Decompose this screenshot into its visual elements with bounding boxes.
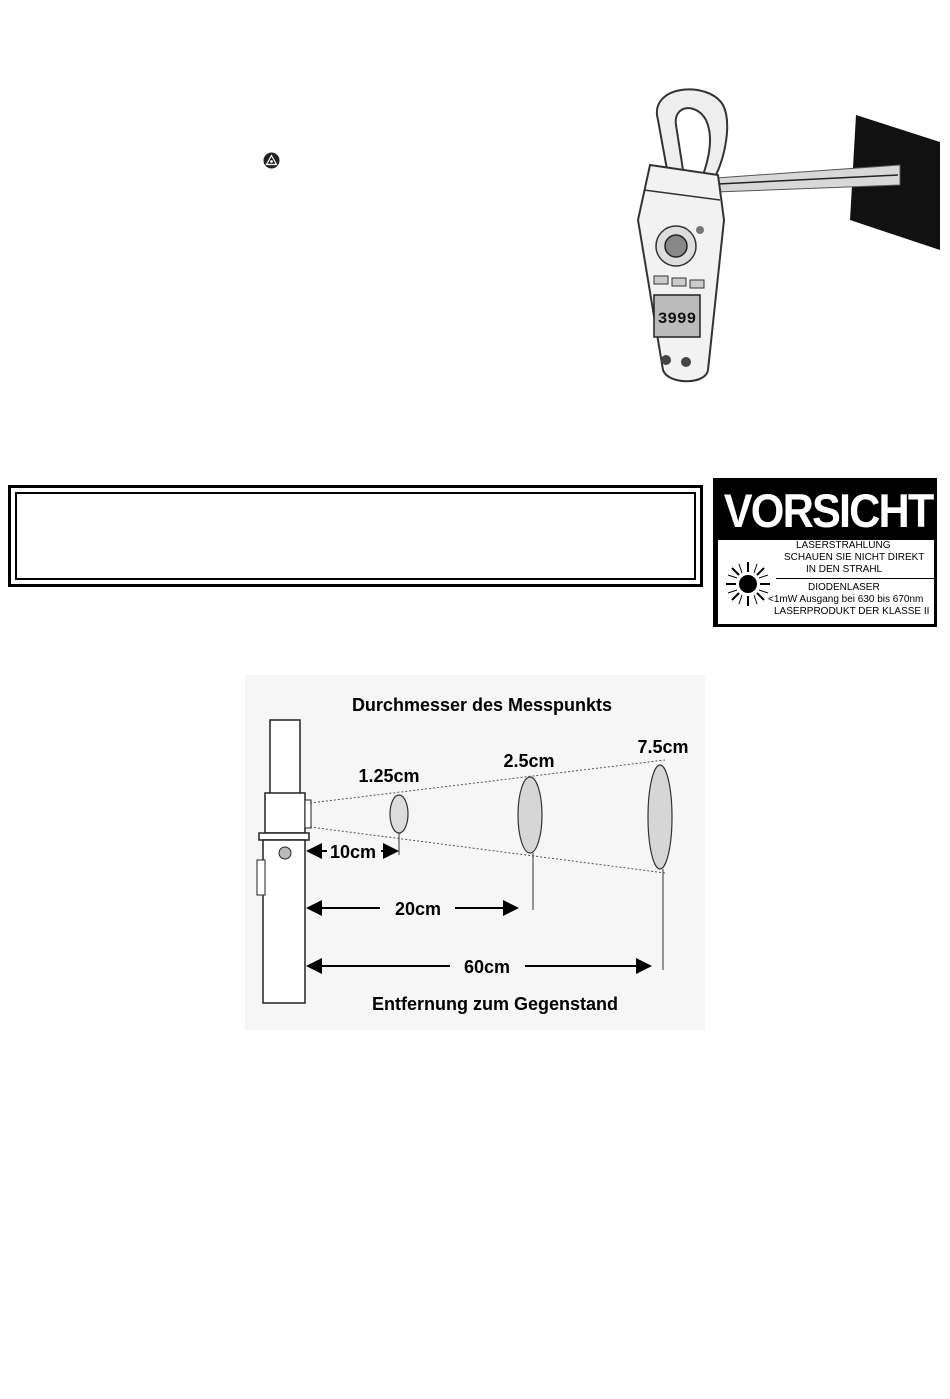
laser-caution-label: [713, 478, 937, 627]
laser-radiation-icon: [724, 560, 772, 608]
diagram-title: Durchmesser des Messpunkts: [351, 695, 613, 715]
laser-warning-icon: [263, 152, 280, 169]
caution-line-6: LASERPRODUKT DER KLASSE II: [774, 606, 930, 617]
spot-1-distance: 10cm: [329, 842, 377, 862]
clamp-meter-illustration: [628, 80, 946, 398]
caution-line-4: DIODENLASER: [808, 582, 880, 593]
spot-2-distance: 20cm: [394, 899, 442, 919]
caution-title: VORSICHT: [723, 484, 933, 537]
warning-text-box: [8, 485, 703, 587]
spot-2-diameter: 2.5cm: [503, 751, 555, 771]
spot-ellipse-1: [390, 795, 408, 833]
caution-line-3: IN DEN STRAHL: [806, 564, 883, 575]
caution-line-2: SCHAUEN SIE NICHT DIREKT: [784, 552, 925, 563]
caution-line-1: LASERSTRAHLUNG: [796, 540, 891, 551]
spot-1-diameter: 1.25cm: [358, 766, 420, 786]
spot-ellipse-3: [648, 765, 672, 869]
spot-diameter-diagram: [245, 675, 705, 1030]
diagram-footer: Entfernung zum Gegenstand: [371, 994, 619, 1014]
meter-display: 3999: [657, 310, 697, 328]
caution-line-5: <1mW Ausgang bei 630 bis 670nm: [768, 594, 924, 605]
spot-3-diameter: 7.5cm: [637, 737, 689, 757]
spot-ellipse-2: [518, 777, 542, 853]
spot-3-distance: 60cm: [463, 957, 511, 977]
